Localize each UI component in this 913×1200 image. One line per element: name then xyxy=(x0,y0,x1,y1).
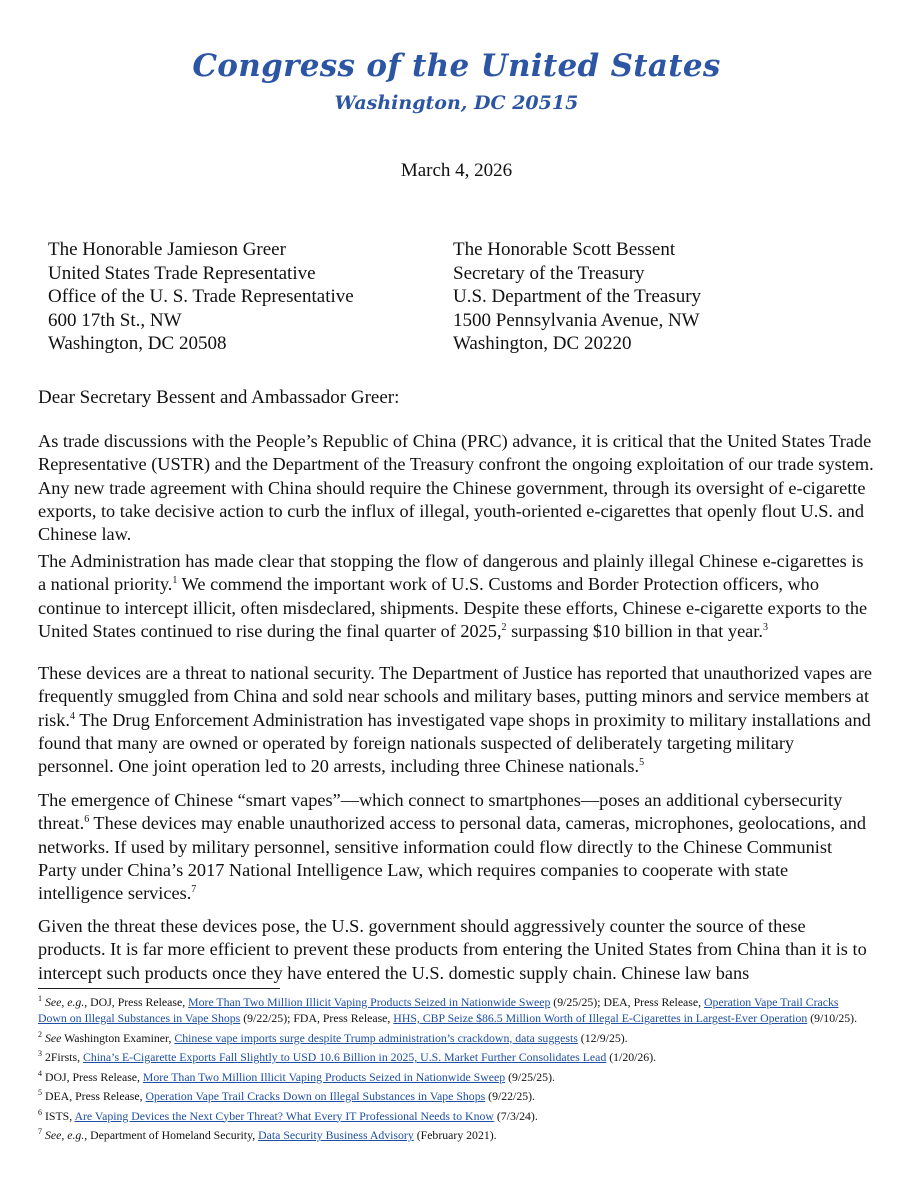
letterhead-title: Congress of the United States xyxy=(192,48,721,84)
recipient-name: The Honorable Scott Bessent xyxy=(453,239,676,260)
body-paragraph-5: Given the threat these devices pose, the U.S. government should aggressively counter the source of these products. It is far more efficient to prevent these products from entering the United States from China than it is to intercept such products once they have entered the U.S. domestic supply chain. Chinese law bans xyxy=(38,916,867,983)
footnote-link[interactable]: Data Security Business Advisory xyxy=(258,1128,414,1142)
footnote-text: (9/10/25). xyxy=(807,1011,858,1025)
footnote-text: (1/20/26). xyxy=(606,1050,657,1064)
paragraph-text: surpassing $10 billion in that year. xyxy=(506,620,763,641)
footnote-link[interactable]: More Than Two Million Illicit Vaping Products Seized in Nationwide Sweep xyxy=(188,995,551,1009)
footnote-2 xyxy=(38,1030,858,1046)
footnotes-list xyxy=(38,994,858,1147)
footnote-text: (12/9/25). xyxy=(577,1030,628,1045)
footnote-6 xyxy=(38,1108,858,1124)
recipient-name: The Honorable Jamieson Greer xyxy=(48,239,286,260)
footnote-number: 7 xyxy=(38,1127,42,1137)
footnote-text: Washington Examiner, xyxy=(61,1030,175,1045)
footnote-signal: See, e.g. xyxy=(44,1128,85,1142)
footnote-signal: See xyxy=(44,1030,62,1045)
paragraph-text: The emergence of Chinese “smart vapes”—which connect to smartphones—poses an additional cybersecurity threat. xyxy=(38,790,843,834)
footnote-divider xyxy=(38,988,280,989)
footnote-text: (7/3/24). xyxy=(493,1108,538,1123)
footnote-text: , DOJ, Press Release, xyxy=(84,995,189,1009)
footnote-text: (9/25/25). xyxy=(505,1069,555,1084)
footnote-number: 6 xyxy=(38,1107,42,1117)
footnote-3 xyxy=(38,1049,858,1065)
body-paragraph-2 xyxy=(38,550,874,643)
paragraph-text: The Drug Enforcement Administration has investigated vape shops in proximity to military installations and found that many are owned or operated by foreign nationals suspected of deliberately targeting military personnel. One joint operation led to 20 arrests, including three Chinese nationals. xyxy=(38,709,871,777)
footnote-text: (February 2021). xyxy=(413,1128,497,1142)
body-paragraph-4 xyxy=(38,789,874,905)
recipient-block-bessent xyxy=(453,238,701,356)
footnote-text: 2Firsts, xyxy=(42,1050,83,1064)
footnote-ref-7[interactable]: 7 xyxy=(191,884,197,896)
recipient-block-greer xyxy=(48,238,354,356)
footnote-number: 2 xyxy=(38,1029,42,1039)
footnote-ref-1[interactable]: 1 xyxy=(172,575,178,587)
body-paragraph-3 xyxy=(38,662,874,778)
recipient-city: Washington, DC 20220 xyxy=(453,333,632,354)
paragraph-text: We commend the important work of U.S. Customs and Border Protection officers, who continue to intercept illicit, often misdeclared, shipments. Despite these efforts, Chinese e-cigarette exports to the United States continued to rise during the final quarter of 2025, xyxy=(38,574,868,641)
recipient-street: 1500 Pennsylvania Avenue, NW xyxy=(453,309,700,331)
footnote-ref-5[interactable]: 5 xyxy=(639,757,645,769)
footnote-ref-6[interactable]: 6 xyxy=(84,814,90,826)
footnote-text: ISTS, xyxy=(42,1108,75,1123)
footnote-number: 4 xyxy=(38,1068,42,1078)
letter-date: March 4, 2026 xyxy=(400,160,513,181)
footnote-number: 5 xyxy=(38,1088,42,1098)
recipient-street: 600 17th St., NW xyxy=(48,309,182,331)
footnote-4 xyxy=(38,1069,858,1085)
footnote-text: DEA, Press Release, xyxy=(42,1089,146,1103)
footnote-link[interactable]: Operation Vape Trail Cracks Down on Illegal Substances in Vape Shops xyxy=(145,1089,486,1103)
footnote-1 xyxy=(38,994,858,1026)
footnote-link[interactable]: Chinese vape imports surge despite Trump administration’s crackdown, data suggests xyxy=(174,1030,578,1045)
footnote-signal: See, e.g. xyxy=(44,995,85,1009)
footnote-ref-2[interactable]: 2 xyxy=(501,621,507,633)
paragraph-text: These devices are a threat to national security. The Department of Justice has reported that unauthorized vapes are frequently smuggled from China and sold near schools and military bases, putting minors and service members at risk. xyxy=(38,663,872,730)
footnote-link[interactable]: Operation Vape Trail Cracks Down on Illegal Substances in Vape Shops xyxy=(38,995,839,1025)
footnote-link[interactable]: China’s E-Cigarette Exports Fall Slightly to USD 10.6 Billion in 2025, U.S. Market Further Consolidates Lead xyxy=(82,1050,607,1064)
footnote-text: DOJ, Press Release, xyxy=(42,1069,143,1084)
footnote-7 xyxy=(38,1127,858,1143)
recipient-city: Washington, DC 20508 xyxy=(48,333,227,354)
recipient-title: Secretary of the Treasury xyxy=(453,262,645,284)
footnote-text: (9/22/25); FDA, Press Release, xyxy=(240,1011,394,1025)
recipient-office: Office of the U. S. Trade Representative xyxy=(48,286,354,307)
body-paragraph-1: As trade discussions with the People’s Republic of China (PRC) advance, it is critical that the United States Trade Representative (USTR) and the Department of the Treasury confront the ongoing exploitation of our trade system. Any new trade agreement with China should require the Chinese government, through its oversight of e-cigarette exports, to take decisive action to curb the influx of illegal, youth-oriented e-cigarettes that openly flout U.S. and Chinese law. xyxy=(38,431,874,545)
footnote-text: , Department of Homeland Security, xyxy=(84,1128,259,1142)
footnote-text: (9/25/25); DEA, Press Release, xyxy=(550,995,705,1009)
footnote-ref-4[interactable]: 4 xyxy=(70,710,75,722)
footnote-link[interactable]: Are Vaping Devices the Next Cyber Threat? What Every IT Professional Needs to Know xyxy=(74,1108,494,1123)
footnote-5 xyxy=(38,1088,858,1104)
footnote-text: (9/22/25). xyxy=(485,1089,536,1103)
footnote-number: 1 xyxy=(38,994,42,1004)
letterhead-address: Washington, DC 20515 xyxy=(334,92,579,114)
paragraph-text: The Administration has made clear that stopping the flow of dangerous and plainly illegal Chinese e-cigarettes is a national priority. xyxy=(38,551,864,595)
paragraph-text: These devices may enable unauthorized access to personal data, cameras, microphones, geolocations, and networks. If used by military personnel, sensitive information could flow directly to the Chinese Communist Party under China’s 2017 National Intelligence Law, which requires companies to cooperate with state intelligence services. xyxy=(38,813,867,904)
footnote-link[interactable]: More Than Two Million Illicit Vaping Products Seized in Nationwide Sweep xyxy=(142,1069,506,1084)
recipient-title: United States Trade Representative xyxy=(48,262,316,284)
recipient-office: U.S. Department of the Treasury xyxy=(453,286,702,307)
footnote-ref-3[interactable]: 3 xyxy=(762,621,768,633)
salutation: Dear Secretary Bessent and Ambassador Greer: xyxy=(38,387,400,408)
footnote-link[interactable]: HHS, CBP Seize $86.5 Million Worth of Illegal E-Cigarettes in Largest-Ever Operation xyxy=(393,1011,808,1025)
footnote-number: 3 xyxy=(38,1049,42,1059)
